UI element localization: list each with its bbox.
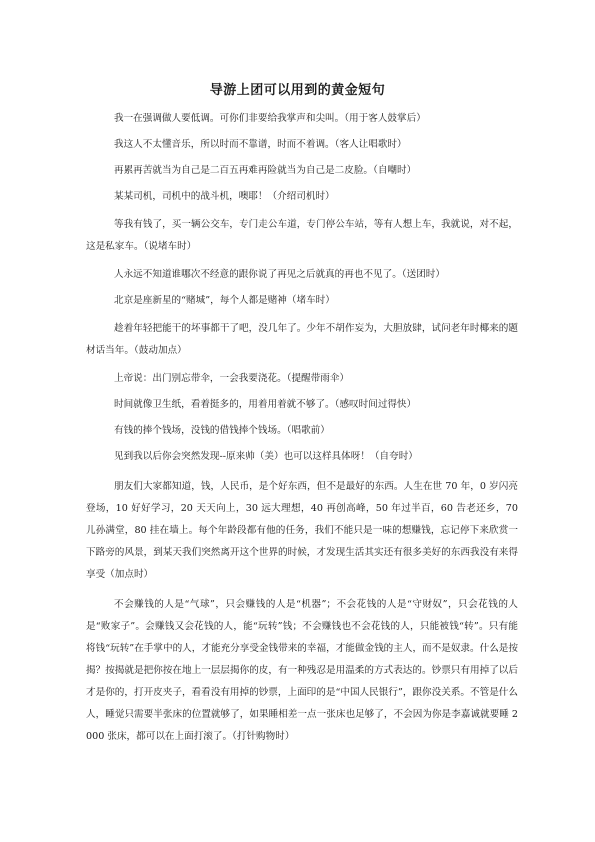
paragraph-1: 我一在强调做人要低调。可你们非要给我掌声和尖叫。（用于客人鼓掌后） xyxy=(114,113,426,124)
paragraph-12: 见到我以后你会突然发现--原来帅（美）也可以这样具体呀！（自夸时） xyxy=(114,451,418,462)
paragraph-8: 趁着年轻把能干的坏事都干了吧，没几年了。少年不胡作妄为，大胆放肆，试问老年时椰来的题材话当年。（鼓动加点） xyxy=(86,323,518,356)
paragraph-6: 人永远不知道谁哪次不经意的跟你说了再见之后就真的再也不见了。（送团时） xyxy=(114,269,445,280)
paragraph-4: 某某司机，司机中的战斗机，噢耶！（介绍司机时） xyxy=(114,191,335,202)
paragraph-3: 再累再苦就当为自己是二百五再难再险就当为自己是二皮脸。（自嘲时） xyxy=(114,165,417,176)
paragraph-5: 等我有钱了，买一辆公交车，专门走公车道，专门停公车站，等有人想上车，我就说，对不起，这是私家车。（说堵车时） xyxy=(86,219,518,252)
paragraph-14: 不会赚钱的人是“气球”，只会赚钱的人是“机器”；不会花钱的人是“守财奴”，只会花钱的人是“败家子”。会赚钱又会花钱的人，能“玩转”钱；不会赚钱也不会花钱的人，只能被钱“转”。只有能将钱“玩转”在手掌中的人，才能充分享受金钱带来的幸福，才能做金钱的主人，而不是奴隶。什么是按揭？按揭就是把你按在地上一层层揭你的皮，有一种残忍是用温柔的方式表达的。钞票只有用掉了以后才是你的，打开皮夹子，看看没有用掉的钞票，上面印的是“中国人民银行”，跟你没关系。不管是什么人，睡觉只需要半张床的位置就够了，如果睡相差一点一张床也足够了，不会因为你是李嘉诚就要睡 2000 张床，都可以在上面打滚了。（打针购物时） xyxy=(86,599,518,742)
paragraph-9: 上帝说：出门别忘带伞，一会我要浇花。（提醒带雨伞） xyxy=(114,373,350,384)
paragraph-10: 时间就像卫生纸，看着挺多的，用着用着就不够了。（感叹时间过得快） xyxy=(114,399,417,410)
document-title: 导游上团可以用到的黄金短句 xyxy=(209,83,386,98)
document-body xyxy=(86,108,518,748)
paragraph-2: 我这人不太懂音乐，所以时而不靠谱，时而不着调。（客人让唱歌时） xyxy=(114,139,407,150)
paragraph-13: 朋友们大家都知道，钱，人民币，是个好东西，但不是最好的东西。人生在世 70 年，0 岁闪亮登场，10 好好学习，20 天天向上，30 远大理想，40 再创高峰，50 年过半百，60 告老还乡，70 儿孙满堂，80 挂在墙上。每个年龄段都有他的任务，我们不能只是一味的想赚钱，忘记停下来欣赏一下路旁的风景，到某天我们突然离开这个世界的时候，才发现生活其实还有很多美好的东西我没有来得享受（加点时） xyxy=(86,481,518,580)
paragraph-11: 有钱的捧个钱场，没钱的借钱捧个钱场。（唱歌前） xyxy=(114,425,330,436)
paragraph-7: 北京是座新星的“赌城”，每个人都是赌神（堵车时） xyxy=(114,295,335,306)
